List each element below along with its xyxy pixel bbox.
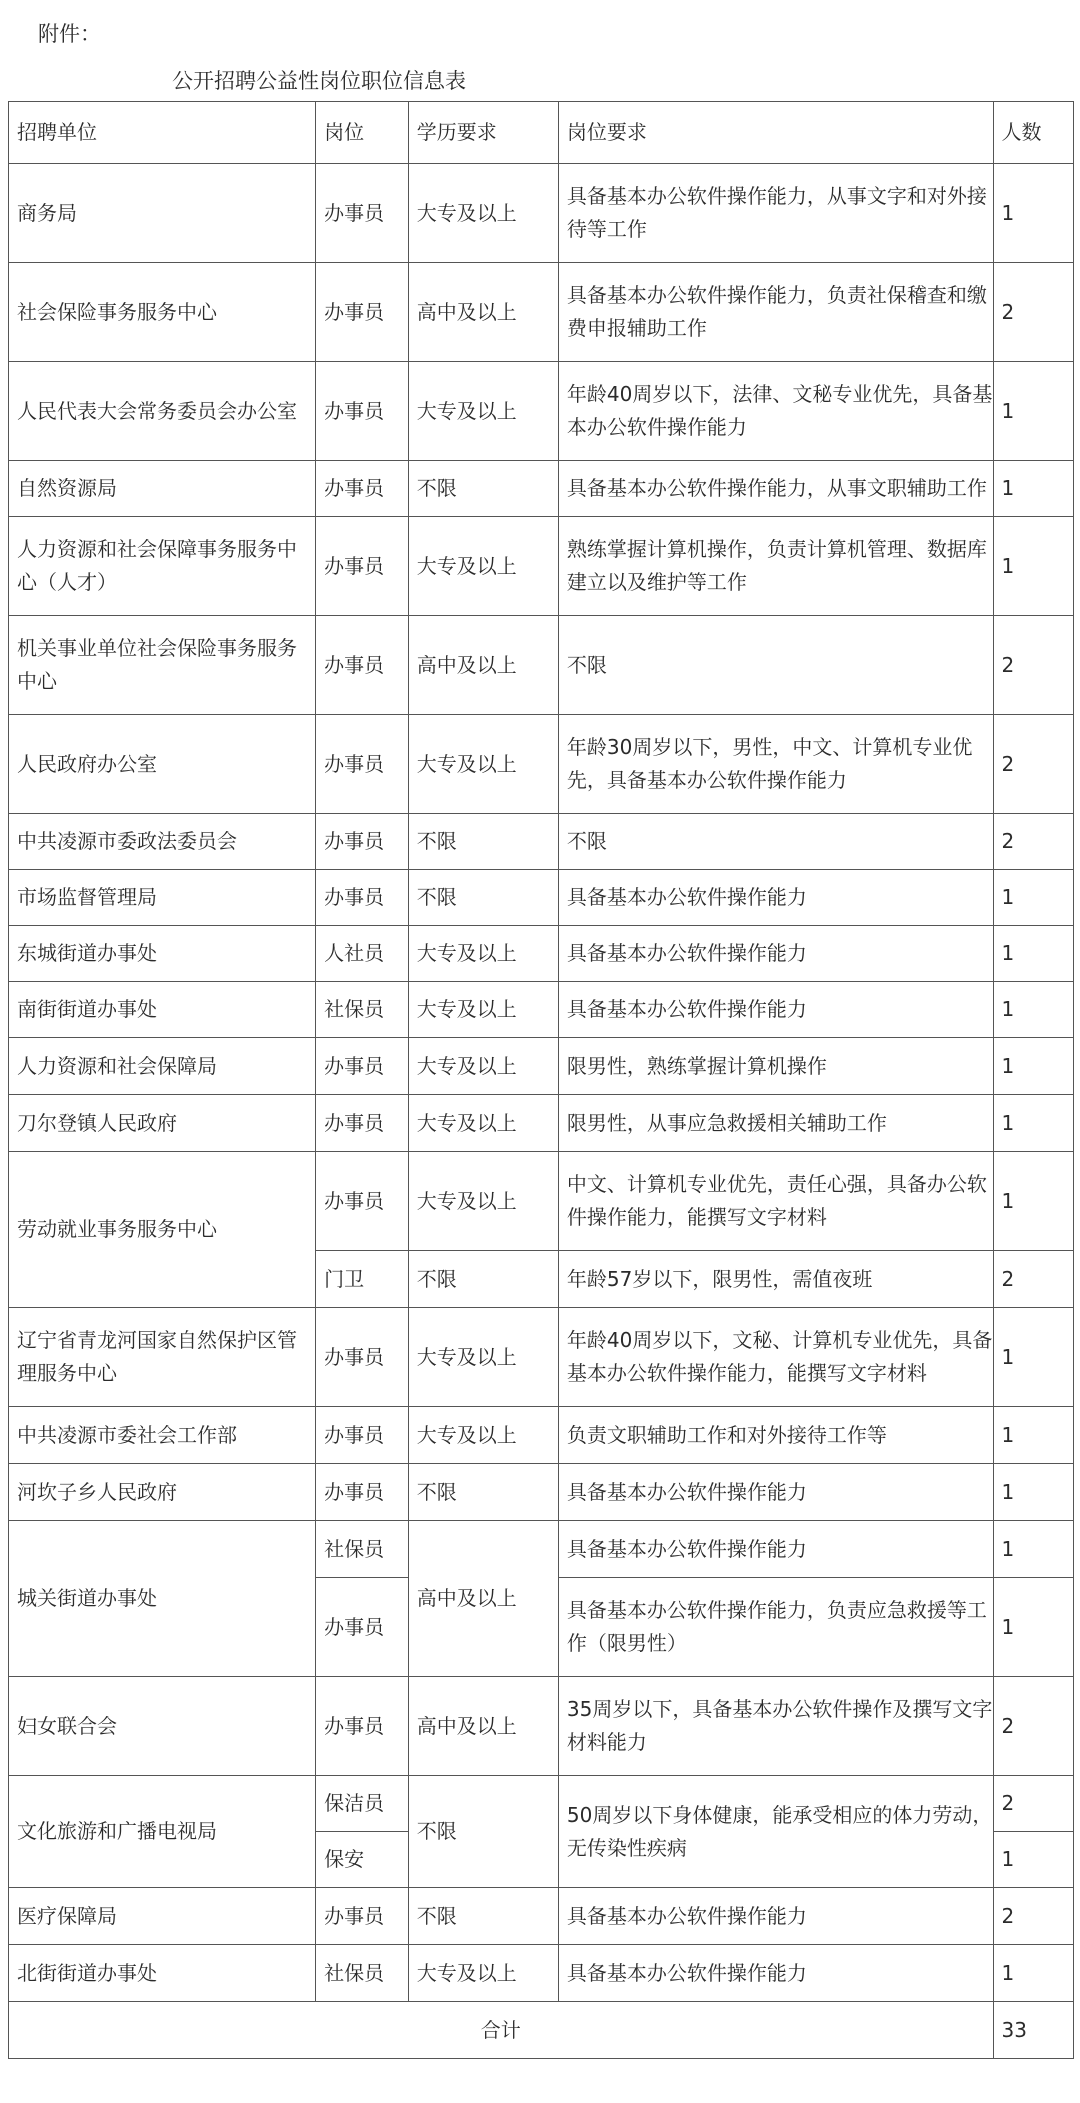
count-cell: 2 — [993, 263, 1074, 362]
table-row — [9, 1095, 1074, 1152]
post-cell: 办事员 — [316, 1407, 409, 1464]
requirement-cell: 年龄40周岁以下，法律、文秘专业优先，具备基本办公软件操作能力 — [558, 362, 993, 461]
table-row — [9, 926, 1074, 982]
education-cell: 大专及以上 — [408, 1038, 558, 1095]
unit-cell: 人力资源和社会保障事务服务中心（人才） — [9, 517, 316, 616]
unit-cell: 城关街道办事处 — [9, 1521, 316, 1677]
count-cell: 1 — [993, 1521, 1074, 1578]
unit-cell: 社会保险事务服务中心 — [9, 263, 316, 362]
education-cell: 大专及以上 — [408, 982, 558, 1038]
count-cell: 1 — [993, 517, 1074, 616]
requirement-cell: 年龄57岁以下，限男性，需值夜班 — [558, 1251, 993, 1308]
unit-cell: 劳动就业事务服务中心 — [9, 1152, 316, 1308]
education-cell: 大专及以上 — [408, 715, 558, 814]
requirement-cell: 年龄30周岁以下，男性，中文、计算机专业优先，具备基本办公软件操作能力 — [558, 715, 993, 814]
education-cell: 大专及以上 — [408, 362, 558, 461]
count-cell: 2 — [993, 1251, 1074, 1308]
requirement-cell: 具备基本办公软件操作能力 — [558, 1521, 993, 1578]
education-cell: 不限 — [408, 870, 558, 926]
post-cell: 办事员 — [316, 1578, 409, 1677]
unit-cell: 人力资源和社会保障局 — [9, 1038, 316, 1095]
table-row — [9, 1407, 1074, 1464]
count-cell: 2 — [993, 1888, 1074, 1945]
unit-cell: 中共凌源市委政法委员会 — [9, 814, 316, 870]
unit-cell: 刀尔登镇人民政府 — [9, 1095, 316, 1152]
table-row — [9, 164, 1074, 263]
education-cell: 不限 — [408, 1251, 558, 1308]
total-row — [9, 2002, 1074, 2059]
requirement-cell: 具备基本办公软件操作能力，负责社保稽查和缴费申报辅助工作 — [558, 263, 993, 362]
table-row — [9, 715, 1074, 814]
post-cell: 办事员 — [316, 1888, 409, 1945]
unit-cell: 市场监督管理局 — [9, 870, 316, 926]
count-cell: 1 — [993, 926, 1074, 982]
post-cell: 办事员 — [316, 1677, 409, 1776]
table-row — [9, 1888, 1074, 1945]
unit-cell: 人民政府办公室 — [9, 715, 316, 814]
count-cell: 1 — [993, 1578, 1074, 1677]
unit-cell: 辽宁省青龙河国家自然保护区管理服务中心 — [9, 1308, 316, 1407]
post-cell: 办事员 — [316, 814, 409, 870]
post-cell: 办事员 — [316, 1095, 409, 1152]
requirement-cell: 不限 — [558, 814, 993, 870]
education-cell: 高中及以上 — [408, 263, 558, 362]
table-row — [9, 1945, 1074, 2002]
attachment-label: 附件： — [38, 22, 101, 46]
requirement-cell: 年龄40周岁以下，文秘、计算机专业优先，具备基本办公软件操作能力，能撰写文字材料 — [558, 1308, 993, 1407]
header-post: 岗位 — [316, 102, 409, 164]
count-cell: 1 — [993, 870, 1074, 926]
count-cell: 2 — [993, 1677, 1074, 1776]
post-cell: 办事员 — [316, 1152, 409, 1251]
count-cell: 1 — [993, 362, 1074, 461]
post-cell: 社保员 — [316, 982, 409, 1038]
education-cell: 大专及以上 — [408, 1407, 558, 1464]
post-cell: 社保员 — [316, 1945, 409, 2002]
education-cell: 大专及以上 — [408, 164, 558, 263]
unit-cell: 东城街道办事处 — [9, 926, 316, 982]
count-cell: 2 — [993, 814, 1074, 870]
table-row — [9, 1308, 1074, 1407]
post-cell: 办事员 — [316, 263, 409, 362]
table-row — [9, 263, 1074, 362]
post-cell: 办事员 — [316, 870, 409, 926]
education-cell: 高中及以上 — [408, 1677, 558, 1776]
post-cell: 办事员 — [316, 715, 409, 814]
count-cell: 1 — [993, 1038, 1074, 1095]
table-row — [9, 461, 1074, 517]
table-row — [9, 982, 1074, 1038]
post-cell: 保安 — [316, 1832, 409, 1888]
table-row — [9, 1521, 1074, 1578]
post-cell: 办事员 — [316, 1038, 409, 1095]
requirement-cell: 50周岁以下身体健康，能承受相应的体力劳动，无传染性疾病 — [558, 1776, 993, 1888]
count-cell: 1 — [993, 1407, 1074, 1464]
education-cell: 大专及以上 — [408, 1945, 558, 2002]
post-cell: 办事员 — [316, 1308, 409, 1407]
count-cell: 1 — [993, 461, 1074, 517]
post-cell: 办事员 — [316, 164, 409, 263]
requirement-cell: 中文、计算机专业优先，责任心强，具备办公软件操作能力，能撰写文字材料 — [558, 1152, 993, 1251]
total-count: 33 — [993, 2002, 1074, 2059]
education-cell: 大专及以上 — [408, 1152, 558, 1251]
post-cell: 办事员 — [316, 362, 409, 461]
header-requirement: 岗位要求 — [558, 102, 993, 164]
requirement-cell: 具备基本办公软件操作能力 — [558, 1888, 993, 1945]
recruitment-table — [8, 101, 1074, 2059]
post-cell: 办事员 — [316, 517, 409, 616]
table-row — [9, 1677, 1074, 1776]
count-cell: 1 — [993, 164, 1074, 263]
unit-cell: 自然资源局 — [9, 461, 316, 517]
post-cell: 社保员 — [316, 1521, 409, 1578]
requirement-cell: 35周岁以下，具备基本办公软件操作及撰写文字材料能力 — [558, 1677, 993, 1776]
requirement-cell: 具备基本办公软件操作能力 — [558, 926, 993, 982]
requirement-cell: 具备基本办公软件操作能力，负责应急救援等工作（限男性） — [558, 1578, 993, 1677]
education-cell: 高中及以上 — [408, 1521, 558, 1677]
table-row — [9, 1776, 1074, 1832]
education-cell: 不限 — [408, 1776, 558, 1888]
count-cell: 1 — [993, 1095, 1074, 1152]
requirement-cell: 熟练掌握计算机操作，负责计算机管理、数据库建立以及维护等工作 — [558, 517, 993, 616]
requirement-cell: 具备基本办公软件操作能力 — [558, 1945, 993, 2002]
unit-cell: 医疗保障局 — [9, 1888, 316, 1945]
count-cell: 1 — [993, 1464, 1074, 1521]
unit-cell: 妇女联合会 — [9, 1677, 316, 1776]
count-cell: 1 — [993, 1832, 1074, 1888]
table-row — [9, 1038, 1074, 1095]
count-cell: 2 — [993, 1776, 1074, 1832]
total-label: 合计 — [9, 2002, 994, 2059]
requirement-cell: 不限 — [558, 616, 993, 715]
unit-cell: 商务局 — [9, 164, 316, 263]
table-row — [9, 870, 1074, 926]
requirement-cell: 具备基本办公软件操作能力，从事文职辅助工作 — [558, 461, 993, 517]
table-row — [9, 616, 1074, 715]
unit-cell: 南街街道办事处 — [9, 982, 316, 1038]
count-cell: 1 — [993, 1945, 1074, 2002]
education-cell: 不限 — [408, 1464, 558, 1521]
education-cell: 不限 — [408, 461, 558, 517]
count-cell: 2 — [993, 715, 1074, 814]
unit-cell: 文化旅游和广播电视局 — [9, 1776, 316, 1888]
requirement-cell: 具备基本办公软件操作能力 — [558, 1464, 993, 1521]
table-title: 公开招聘公益性岗位职位信息表 — [172, 69, 466, 93]
header-unit: 招聘单位 — [9, 102, 316, 164]
post-cell: 门卫 — [316, 1251, 409, 1308]
table-row — [9, 1464, 1074, 1521]
education-cell: 大专及以上 — [408, 926, 558, 982]
header-count: 人数 — [993, 102, 1074, 164]
table-header-row — [9, 102, 1074, 164]
post-cell: 办事员 — [316, 1464, 409, 1521]
count-cell: 1 — [993, 982, 1074, 1038]
post-cell: 办事员 — [316, 616, 409, 715]
requirement-cell: 限男性，从事应急救援相关辅助工作 — [558, 1095, 993, 1152]
requirement-cell: 负责文职辅助工作和对外接待工作等 — [558, 1407, 993, 1464]
post-cell: 人社员 — [316, 926, 409, 982]
unit-cell: 机关事业单位社会保险事务服务中心 — [9, 616, 316, 715]
education-cell: 不限 — [408, 1888, 558, 1945]
count-cell: 2 — [993, 616, 1074, 715]
education-cell: 大专及以上 — [408, 1308, 558, 1407]
table-row — [9, 362, 1074, 461]
unit-cell: 人民代表大会常务委员会办公室 — [9, 362, 316, 461]
education-cell: 大专及以上 — [408, 1095, 558, 1152]
table-row — [9, 814, 1074, 870]
post-cell: 保洁员 — [316, 1776, 409, 1832]
unit-cell: 中共凌源市委社会工作部 — [9, 1407, 316, 1464]
header-education: 学历要求 — [408, 102, 558, 164]
education-cell: 大专及以上 — [408, 517, 558, 616]
requirement-cell: 具备基本办公软件操作能力，从事文字和对外接待等工作 — [558, 164, 993, 263]
requirement-cell: 限男性，熟练掌握计算机操作 — [558, 1038, 993, 1095]
requirement-cell: 具备基本办公软件操作能力 — [558, 870, 993, 926]
requirement-cell: 具备基本办公软件操作能力 — [558, 982, 993, 1038]
count-cell: 1 — [993, 1308, 1074, 1407]
education-cell: 不限 — [408, 814, 558, 870]
table-row — [9, 1152, 1074, 1251]
unit-cell: 北街街道办事处 — [9, 1945, 316, 2002]
post-cell: 办事员 — [316, 461, 409, 517]
table-row — [9, 517, 1074, 616]
unit-cell: 河坎子乡人民政府 — [9, 1464, 316, 1521]
count-cell: 1 — [993, 1152, 1074, 1251]
education-cell: 高中及以上 — [408, 616, 558, 715]
